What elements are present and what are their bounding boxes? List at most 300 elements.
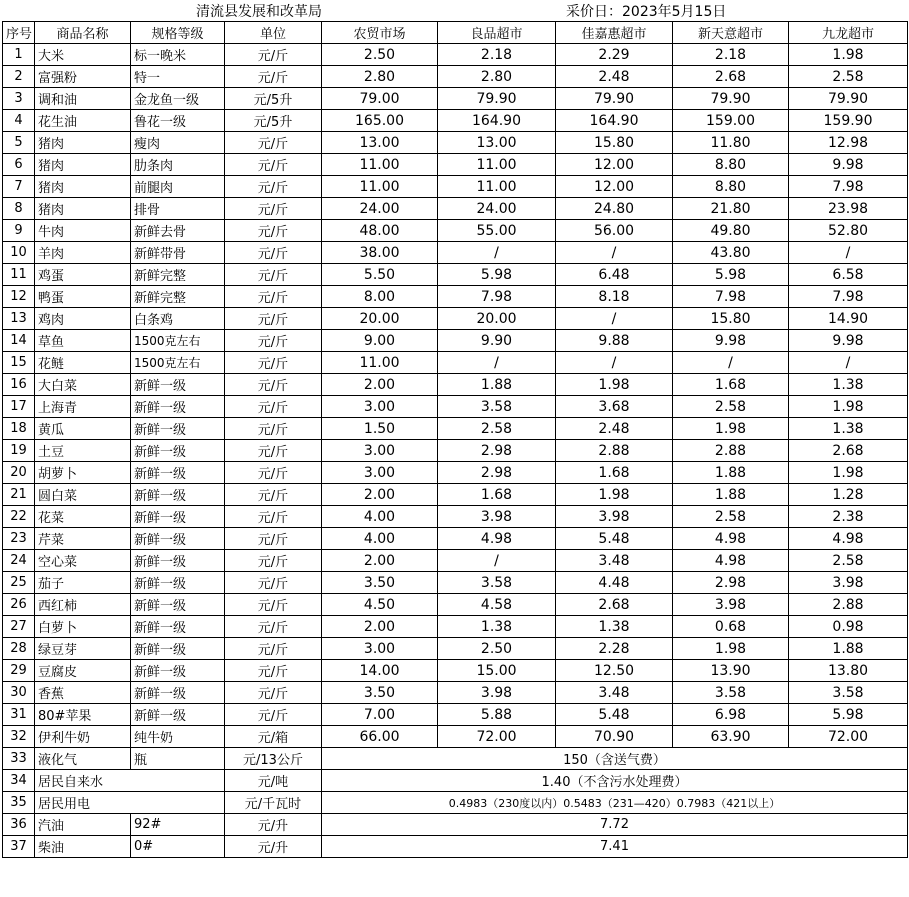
product-spec: 新鲜一级: [131, 594, 225, 616]
product-unit: 元/斤: [225, 572, 322, 594]
price-cell: 8.80: [673, 154, 789, 176]
price-cell: 3.98: [438, 506, 556, 528]
price-cell: 5.98: [789, 704, 908, 726]
price-cell: 21.80: [673, 198, 789, 220]
product-spec: 新鲜一级: [131, 528, 225, 550]
product-spec: 标一晚米: [131, 44, 225, 66]
price-cell: 2.18: [673, 44, 789, 66]
price-cell: 3.50: [322, 682, 438, 704]
row-index: 10: [3, 242, 35, 264]
product-unit: 元/斤: [225, 242, 322, 264]
price-cell: 1.98: [673, 418, 789, 440]
price-cell: /: [556, 352, 673, 374]
table-row: [3, 704, 908, 726]
row-index: 18: [3, 418, 35, 440]
product-spec: 肋条肉: [131, 154, 225, 176]
price-cell: 2.58: [438, 418, 556, 440]
row-index: 14: [3, 330, 35, 352]
price-cell: 6.48: [556, 264, 673, 286]
product-name: 柴油: [35, 836, 131, 858]
table-row: [3, 528, 908, 550]
product-name: 豆腐皮: [35, 660, 131, 682]
price-cell: 3.00: [322, 462, 438, 484]
product-unit: 元/斤: [225, 176, 322, 198]
price-cell: 9.98: [673, 330, 789, 352]
row-index: 20: [3, 462, 35, 484]
product-unit: 元/斤: [225, 154, 322, 176]
price-cell: 12.50: [556, 660, 673, 682]
price-cell: 1.98: [556, 484, 673, 506]
table-row: [3, 748, 908, 770]
price-cell: /: [438, 352, 556, 374]
row-index: 7: [3, 176, 35, 198]
table-row: [3, 550, 908, 572]
price-cell: 2.00: [322, 550, 438, 572]
product-unit: 元/斤: [225, 220, 322, 242]
price-cell: /: [673, 352, 789, 374]
product-spec: 新鲜一级: [131, 660, 225, 682]
table-row: [3, 154, 908, 176]
price-cell: 3.00: [322, 440, 438, 462]
price-cell: 7.98: [673, 286, 789, 308]
price-cell: 2.48: [556, 418, 673, 440]
table-row: [3, 660, 908, 682]
product-name: 猪肉: [35, 176, 131, 198]
product-name: 西红柿: [35, 594, 131, 616]
merged-price-cell: 150（含送气费）: [322, 748, 908, 770]
product-name: 胡萝卜: [35, 462, 131, 484]
price-cell: 2.28: [556, 638, 673, 660]
product-name: 土豆: [35, 440, 131, 462]
price-cell: /: [438, 550, 556, 572]
table-row: [3, 330, 908, 352]
price-cell: 15.00: [438, 660, 556, 682]
price-cell: 3.00: [322, 396, 438, 418]
row-index: 33: [3, 748, 35, 770]
price-cell: 1.88: [789, 638, 908, 660]
price-cell: 9.90: [438, 330, 556, 352]
price-cell: 0.68: [673, 616, 789, 638]
price-cell: 3.58: [438, 396, 556, 418]
product-name: 液化气: [35, 748, 131, 770]
price-cell: 2.80: [438, 66, 556, 88]
price-cell: 48.00: [322, 220, 438, 242]
table-row: [3, 88, 908, 110]
product-name: 草鱼: [35, 330, 131, 352]
col-name-header: 商品名称: [35, 22, 131, 44]
table-row: [3, 616, 908, 638]
price-cell: 11.80: [673, 132, 789, 154]
col-market-jiulong-header: 九龙超市: [789, 22, 908, 44]
price-cell: 2.29: [556, 44, 673, 66]
product-unit: 元/斤: [225, 198, 322, 220]
price-cell: 1.68: [673, 374, 789, 396]
price-cell: 49.80: [673, 220, 789, 242]
price-cell: 5.98: [673, 264, 789, 286]
price-cell: /: [438, 242, 556, 264]
price-cell: 4.98: [438, 528, 556, 550]
product-spec: 新鲜一级: [131, 616, 225, 638]
product-spec: 新鲜一级: [131, 572, 225, 594]
price-cell: 7.98: [789, 286, 908, 308]
table-row: [3, 44, 908, 66]
price-cell: 1.38: [438, 616, 556, 638]
price-cell: 2.98: [438, 440, 556, 462]
row-index: 3: [3, 88, 35, 110]
price-cell: 1.28: [789, 484, 908, 506]
price-cell: 2.48: [556, 66, 673, 88]
product-name: 猪肉: [35, 198, 131, 220]
product-spec: 1500克左右: [131, 330, 225, 352]
price-cell: 63.90: [673, 726, 789, 748]
product-unit: 元/13公斤: [225, 748, 322, 770]
product-name: 大白菜: [35, 374, 131, 396]
row-index: 24: [3, 550, 35, 572]
price-cell: 6.58: [789, 264, 908, 286]
product-name: 居民自来水: [35, 770, 225, 792]
price-cell: 79.90: [673, 88, 789, 110]
product-name: 汽油: [35, 814, 131, 836]
price-cell: /: [789, 352, 908, 374]
price-cell: 9.98: [789, 330, 908, 352]
price-cell: 9.00: [322, 330, 438, 352]
price-cell: 2.80: [322, 66, 438, 88]
product-spec: 金龙鱼一级: [131, 88, 225, 110]
row-index: 21: [3, 484, 35, 506]
product-spec: 92#: [131, 814, 225, 836]
table-body: [3, 44, 908, 858]
table-row: [3, 286, 908, 308]
product-name: 上海青: [35, 396, 131, 418]
price-cell: 4.98: [673, 528, 789, 550]
price-cell: 13.90: [673, 660, 789, 682]
product-name: 花生油: [35, 110, 131, 132]
price-cell: 11.00: [322, 352, 438, 374]
product-name: 黄瓜: [35, 418, 131, 440]
price-cell: 2.18: [438, 44, 556, 66]
price-cell: 164.90: [438, 110, 556, 132]
price-cell: 24.80: [556, 198, 673, 220]
price-cell: 159.00: [673, 110, 789, 132]
price-cell: 11.00: [322, 154, 438, 176]
price-cell: 3.58: [789, 682, 908, 704]
product-name: 大米: [35, 44, 131, 66]
price-cell: 2.88: [789, 594, 908, 616]
product-name: 猪肉: [35, 154, 131, 176]
product-spec: 新鲜一级: [131, 462, 225, 484]
table-row: [3, 836, 908, 858]
price-cell: 5.48: [556, 528, 673, 550]
price-cell: 2.98: [673, 572, 789, 594]
price-cell: /: [556, 308, 673, 330]
price-cell: 2.68: [673, 66, 789, 88]
price-cell: 24.00: [322, 198, 438, 220]
price-cell: 13.00: [438, 132, 556, 154]
table-row: [3, 792, 908, 814]
product-spec: 新鲜一级: [131, 440, 225, 462]
product-unit: 元/斤: [225, 264, 322, 286]
price-cell: 2.58: [789, 550, 908, 572]
price-cell: 1.38: [556, 616, 673, 638]
price-cell: 15.80: [673, 308, 789, 330]
row-index: 16: [3, 374, 35, 396]
product-spec: 排骨: [131, 198, 225, 220]
row-index: 12: [3, 286, 35, 308]
price-cell: 12.98: [789, 132, 908, 154]
sheet-header: [0, 0, 909, 21]
product-unit: 元/升: [225, 814, 322, 836]
price-cell: 1.98: [673, 638, 789, 660]
table-row: [3, 220, 908, 242]
price-cell: 5.88: [438, 704, 556, 726]
price-cell: 4.00: [322, 506, 438, 528]
product-unit: 元/千瓦时: [225, 792, 322, 814]
price-cell: 3.50: [322, 572, 438, 594]
price-cell: 3.98: [438, 682, 556, 704]
row-index: 8: [3, 198, 35, 220]
product-name: 白萝卜: [35, 616, 131, 638]
price-cell: 3.98: [789, 572, 908, 594]
product-name: 绿豆芽: [35, 638, 131, 660]
product-unit: 元/斤: [225, 330, 322, 352]
product-unit: 元/斤: [225, 132, 322, 154]
price-cell: 2.58: [789, 66, 908, 88]
product-unit: 元/斤: [225, 550, 322, 572]
product-name: 80#苹果: [35, 704, 131, 726]
price-cell: 2.58: [673, 506, 789, 528]
product-unit: 元/5升: [225, 110, 322, 132]
product-spec: 新鲜去骨: [131, 220, 225, 242]
product-unit: 元/斤: [225, 44, 322, 66]
price-cell: 2.50: [322, 44, 438, 66]
row-index: 13: [3, 308, 35, 330]
table-row: [3, 264, 908, 286]
product-unit: 元/斤: [225, 374, 322, 396]
price-cell: 2.88: [556, 440, 673, 462]
price-cell: 6.98: [673, 704, 789, 726]
price-cell: 15.80: [556, 132, 673, 154]
table-row: [3, 176, 908, 198]
col-index-header: 序号: [3, 22, 35, 44]
price-cell: 164.90: [556, 110, 673, 132]
row-index: 36: [3, 814, 35, 836]
price-cell: 12.00: [556, 154, 673, 176]
row-index: 26: [3, 594, 35, 616]
price-cell: 7.98: [789, 176, 908, 198]
product-unit: 元/斤: [225, 616, 322, 638]
product-spec: 新鲜一级: [131, 638, 225, 660]
row-index: 23: [3, 528, 35, 550]
product-spec: 新鲜一级: [131, 418, 225, 440]
price-cell: 4.50: [322, 594, 438, 616]
product-name: 空心菜: [35, 550, 131, 572]
price-cell: 2.68: [789, 440, 908, 462]
product-spec: 新鲜一级: [131, 682, 225, 704]
table-row: [3, 198, 908, 220]
price-cell: 1.68: [556, 462, 673, 484]
product-unit: 元/斤: [225, 352, 322, 374]
price-cell: 38.00: [322, 242, 438, 264]
price-cell: 3.48: [556, 550, 673, 572]
product-unit: 元/斤: [225, 682, 322, 704]
price-cell: 12.00: [556, 176, 673, 198]
product-unit: 元/斤: [225, 528, 322, 550]
price-cell: 2.00: [322, 484, 438, 506]
price-cell: 4.00: [322, 528, 438, 550]
price-cell: 11.00: [438, 176, 556, 198]
product-spec: 瘦肉: [131, 132, 225, 154]
price-cell: 1.50: [322, 418, 438, 440]
row-index: 34: [3, 770, 35, 792]
price-cell: 79.00: [322, 88, 438, 110]
table-row: [3, 308, 908, 330]
price-cell: 3.58: [438, 572, 556, 594]
price-cell: 72.00: [789, 726, 908, 748]
price-cell: 2.38: [789, 506, 908, 528]
product-unit: 元/斤: [225, 660, 322, 682]
price-cell: 1.88: [673, 462, 789, 484]
table-row: [3, 462, 908, 484]
price-cell: 3.98: [673, 594, 789, 616]
price-cell: 79.90: [438, 88, 556, 110]
row-index: 19: [3, 440, 35, 462]
price-cell: 4.48: [556, 572, 673, 594]
price-cell: 1.38: [789, 374, 908, 396]
table-row: [3, 770, 908, 792]
price-cell: 9.88: [556, 330, 673, 352]
product-unit: 元/斤: [225, 286, 322, 308]
product-unit: 元/斤: [225, 594, 322, 616]
product-spec: 新鲜带骨: [131, 242, 225, 264]
row-index: 35: [3, 792, 35, 814]
table-row: [3, 594, 908, 616]
price-cell: 3.00: [322, 638, 438, 660]
table-row: [3, 506, 908, 528]
product-name: 牛肉: [35, 220, 131, 242]
col-market-liangpin-header: 良品超市: [438, 22, 556, 44]
price-cell: 72.00: [438, 726, 556, 748]
table-row: [3, 352, 908, 374]
col-market-farmers-header: 农贸市场: [322, 22, 438, 44]
product-name: 羊肉: [35, 242, 131, 264]
price-cell: 20.00: [438, 308, 556, 330]
price-cell: 79.90: [556, 88, 673, 110]
col-market-xintianyi-header: 新天意超市: [673, 22, 789, 44]
table-row: [3, 374, 908, 396]
product-spec: 新鲜一级: [131, 396, 225, 418]
price-cell: 55.00: [438, 220, 556, 242]
table-row: [3, 440, 908, 462]
product-unit: 元/斤: [225, 396, 322, 418]
row-index: 28: [3, 638, 35, 660]
price-cell: 7.98: [438, 286, 556, 308]
table-row: [3, 396, 908, 418]
price-cell: 14.00: [322, 660, 438, 682]
product-spec: 1500克左右: [131, 352, 225, 374]
price-table: [2, 21, 908, 858]
price-cell: 24.00: [438, 198, 556, 220]
product-name: 香蕉: [35, 682, 131, 704]
product-unit: 元/斤: [225, 484, 322, 506]
price-cell: 4.58: [438, 594, 556, 616]
col-unit-header: 单位: [225, 22, 322, 44]
product-unit: 元/斤: [225, 462, 322, 484]
row-index: 4: [3, 110, 35, 132]
product-name: 花鲢: [35, 352, 131, 374]
product-spec: 新鲜完整: [131, 264, 225, 286]
product-unit: 元/斤: [225, 704, 322, 726]
price-cell: 66.00: [322, 726, 438, 748]
price-cell: 4.98: [673, 550, 789, 572]
row-index: 9: [3, 220, 35, 242]
product-spec: 特一: [131, 66, 225, 88]
price-cell: 2.68: [556, 594, 673, 616]
product-unit: 元/吨: [225, 770, 322, 792]
product-name: 调和油: [35, 88, 131, 110]
row-index: 30: [3, 682, 35, 704]
product-name: 伊利牛奶: [35, 726, 131, 748]
product-spec: 纯牛奶: [131, 726, 225, 748]
merged-price-cell: 7.41: [322, 836, 908, 858]
product-name: 茄子: [35, 572, 131, 594]
row-index: 6: [3, 154, 35, 176]
product-name: 富强粉: [35, 66, 131, 88]
row-index: 2: [3, 66, 35, 88]
merged-price-cell: 1.40（不含污水处理费）: [322, 770, 908, 792]
price-cell: 7.00: [322, 704, 438, 726]
column-header-row: [3, 22, 908, 44]
table-row: [3, 814, 908, 836]
row-index: 25: [3, 572, 35, 594]
price-cell: 13.00: [322, 132, 438, 154]
product-name: 鸡肉: [35, 308, 131, 330]
price-cell: /: [789, 242, 908, 264]
product-unit: 元/斤: [225, 66, 322, 88]
col-market-jiajiahui-header: 佳嘉惠超市: [556, 22, 673, 44]
product-unit: 元/斤: [225, 638, 322, 660]
agency-title: 清流县发展和改革局: [196, 4, 322, 20]
price-cell: 9.98: [789, 154, 908, 176]
row-index: 5: [3, 132, 35, 154]
price-cell: 23.98: [789, 198, 908, 220]
product-name: 圆白菜: [35, 484, 131, 506]
price-cell: 1.88: [438, 374, 556, 396]
price-cell: 1.98: [556, 374, 673, 396]
product-spec: 瓶: [131, 748, 225, 770]
price-cell: 70.90: [556, 726, 673, 748]
product-unit: 元/斤: [225, 506, 322, 528]
product-spec: 鲁花一级: [131, 110, 225, 132]
row-index: 22: [3, 506, 35, 528]
col-spec-header: 规格等级: [131, 22, 225, 44]
price-cell: /: [556, 242, 673, 264]
product-unit: 元/5升: [225, 88, 322, 110]
product-spec: 新鲜一级: [131, 550, 225, 572]
price-cell: 2.00: [322, 374, 438, 396]
price-cell: 2.50: [438, 638, 556, 660]
price-cell: 8.00: [322, 286, 438, 308]
price-cell: 8.18: [556, 286, 673, 308]
product-spec: 新鲜完整: [131, 286, 225, 308]
price-cell: 3.98: [556, 506, 673, 528]
price-cell: 3.58: [673, 682, 789, 704]
merged-price-cell: 0.4983（230度以内）0.5483（231—420）0.7983（421以上）: [322, 792, 908, 814]
price-cell: 52.80: [789, 220, 908, 242]
price-cell: 165.00: [322, 110, 438, 132]
price-cell: 13.80: [789, 660, 908, 682]
price-date: 采价日：2023年5月15日: [566, 4, 727, 20]
price-cell: 159.90: [789, 110, 908, 132]
